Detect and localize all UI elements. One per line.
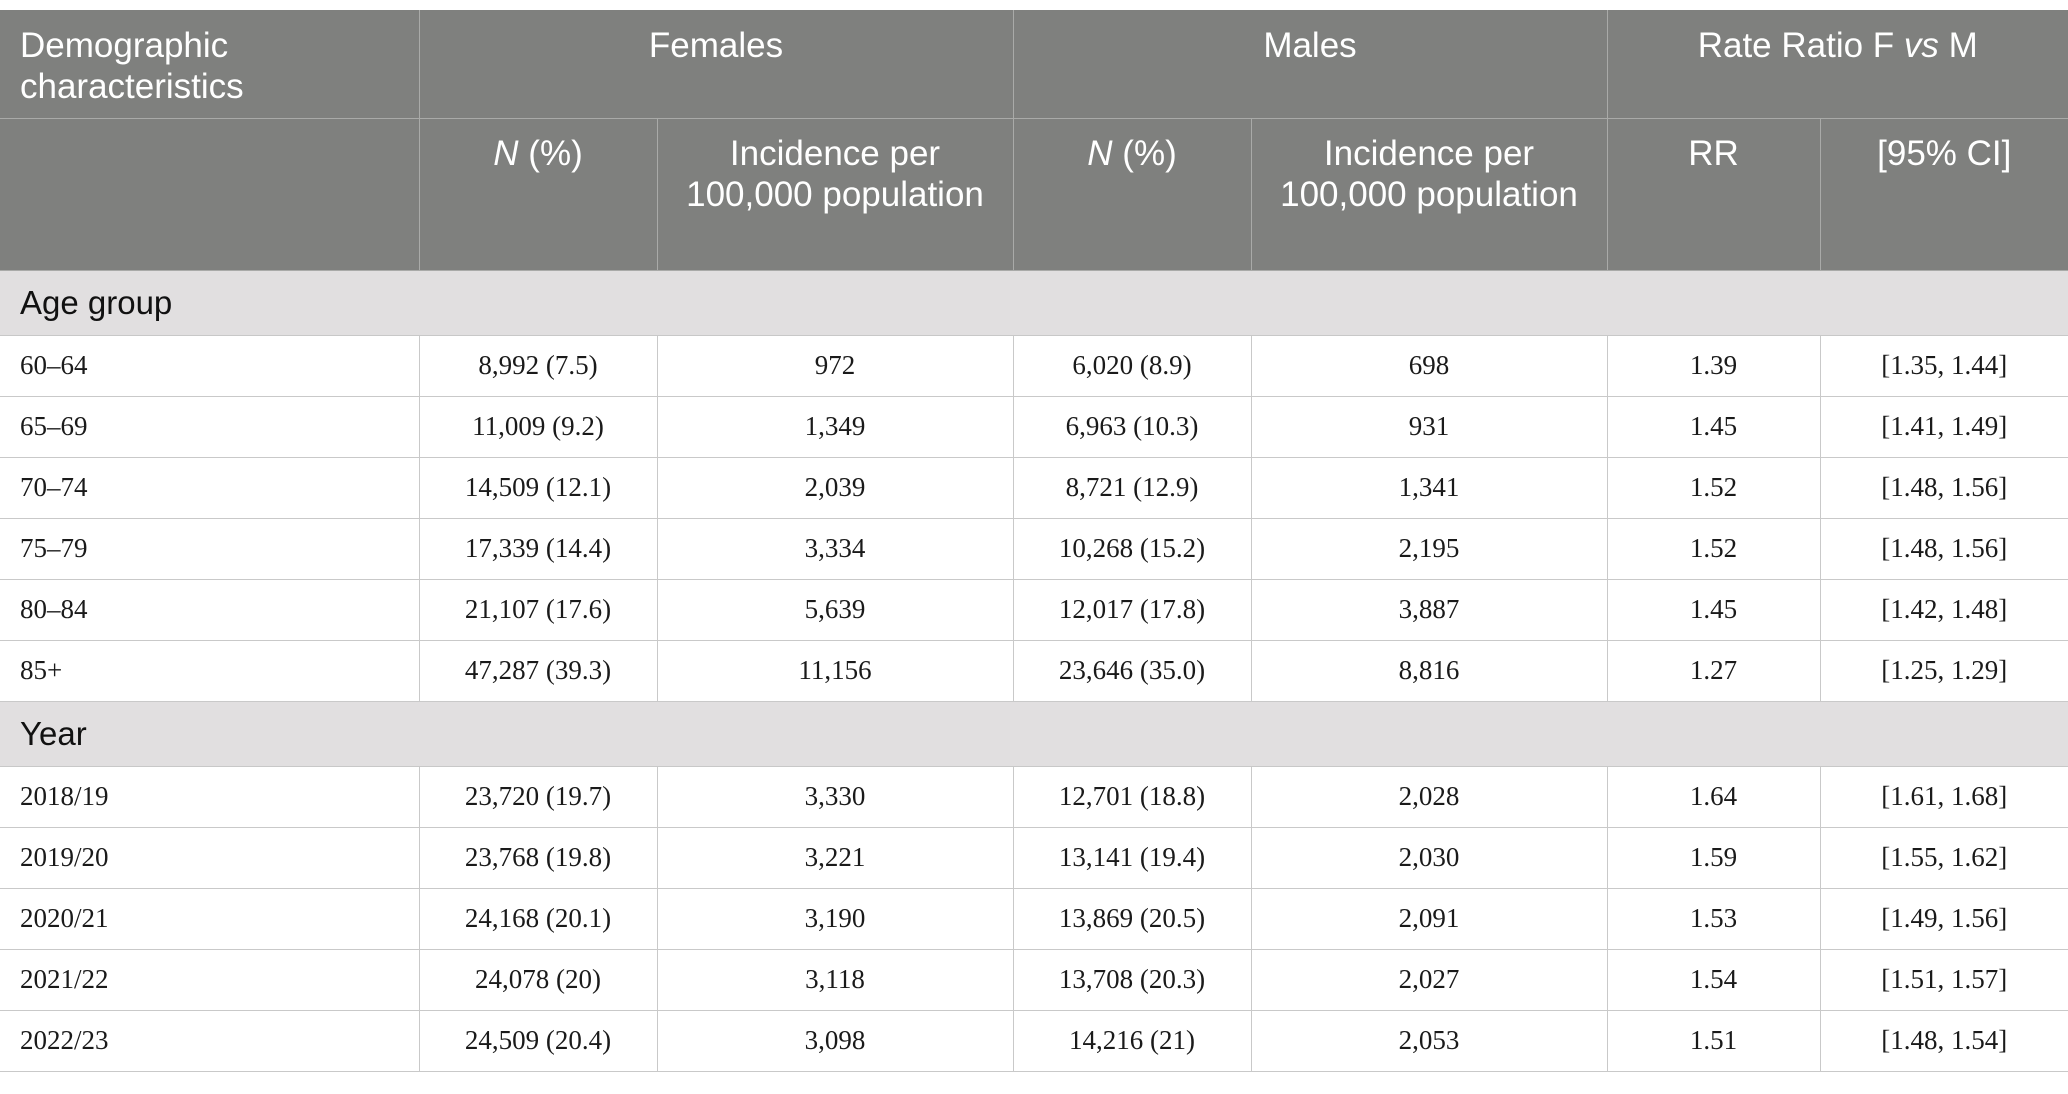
header-females-n (419, 118, 657, 270)
rr-cell: 1.45 (1607, 396, 1820, 457)
females-incidence-cell: 11,156 (657, 640, 1013, 701)
table-row (0, 518, 2068, 579)
table-row (0, 827, 2068, 888)
males-n-cell: 12,017 (17.8) (1013, 579, 1251, 640)
demographics-table (0, 10, 2068, 1072)
ci-cell: [1.42, 1.48] (1820, 579, 2068, 640)
table-row (0, 579, 2068, 640)
table-header (0, 10, 2068, 270)
row-label: 2022/23 (0, 1010, 419, 1071)
males-n-cell: 12,701 (18.8) (1013, 766, 1251, 827)
section-title: Year (0, 701, 2068, 766)
row-label: 2021/22 (0, 949, 419, 1010)
ci-cell: [1.48, 1.56] (1820, 518, 2068, 579)
table-row (0, 766, 2068, 827)
females-incidence-cell: 3,330 (657, 766, 1013, 827)
row-label: 2019/20 (0, 827, 419, 888)
table-body (0, 270, 2068, 1071)
header-demographic: Demographic characteristics (0, 10, 419, 118)
males-incidence-cell: 2,053 (1251, 1010, 1607, 1071)
header-males-incidence: Incidence per 100,000 population (1251, 118, 1607, 270)
rr-cell: 1.52 (1607, 457, 1820, 518)
header-females-n-pct: (%) (518, 133, 583, 173)
rr-cell: 1.45 (1607, 579, 1820, 640)
males-incidence-cell: 2,028 (1251, 766, 1607, 827)
row-label: 80–84 (0, 579, 419, 640)
row-label: 2020/21 (0, 888, 419, 949)
section-row-year (0, 701, 2068, 766)
table-row (0, 1010, 2068, 1071)
ci-cell: [1.25, 1.29] (1820, 640, 2068, 701)
ci-cell: [1.41, 1.49] (1820, 396, 2068, 457)
females-incidence-cell: 3,190 (657, 888, 1013, 949)
header-ci: [95% CI] (1820, 118, 2068, 270)
rr-cell: 1.59 (1607, 827, 1820, 888)
header-males-n (1013, 118, 1251, 270)
header-males-n-symbol: N (1087, 133, 1113, 173)
females-n-cell: 8,992 (7.5) (419, 335, 657, 396)
females-n-cell: 11,009 (9.2) (419, 396, 657, 457)
table-row (0, 888, 2068, 949)
females-n-cell: 14,509 (12.1) (419, 457, 657, 518)
section-row-age-group (0, 270, 2068, 335)
males-n-cell: 8,721 (12.9) (1013, 457, 1251, 518)
header-rate-ratio-vs: vs (1903, 26, 1939, 65)
males-n-cell: 13,708 (20.3) (1013, 949, 1251, 1010)
section-title: Age group (0, 270, 2068, 335)
females-n-cell: 21,107 (17.6) (419, 579, 657, 640)
header-females-n-symbol: N (493, 133, 519, 173)
rr-cell: 1.51 (1607, 1010, 1820, 1071)
males-n-cell: 14,216 (21) (1013, 1010, 1251, 1071)
females-incidence-cell: 3,334 (657, 518, 1013, 579)
females-n-cell: 23,720 (19.7) (419, 766, 657, 827)
header-empty-cell (0, 118, 419, 270)
rr-cell: 1.52 (1607, 518, 1820, 579)
males-n-cell: 13,869 (20.5) (1013, 888, 1251, 949)
header-row-columns (0, 118, 2068, 270)
females-incidence-cell: 3,221 (657, 827, 1013, 888)
ci-cell: [1.55, 1.62] (1820, 827, 2068, 888)
row-label: 85+ (0, 640, 419, 701)
header-females-incidence: Incidence per 100,000 population (657, 118, 1013, 270)
ci-cell: [1.48, 1.56] (1820, 457, 2068, 518)
females-incidence-cell: 3,118 (657, 949, 1013, 1010)
females-n-cell: 47,287 (39.3) (419, 640, 657, 701)
males-incidence-cell: 2,030 (1251, 827, 1607, 888)
males-incidence-cell: 1,341 (1251, 457, 1607, 518)
rr-cell: 1.54 (1607, 949, 1820, 1010)
table-row (0, 335, 2068, 396)
ci-cell: [1.51, 1.57] (1820, 949, 2068, 1010)
header-rate-ratio-prefix: Rate Ratio F (1697, 26, 1904, 65)
row-label: 2018/19 (0, 766, 419, 827)
header-row-groups (0, 10, 2068, 118)
males-n-cell: 13,141 (19.4) (1013, 827, 1251, 888)
rr-cell: 1.53 (1607, 888, 1820, 949)
header-females: Females (419, 10, 1013, 118)
table-row (0, 949, 2068, 1010)
header-males: Males (1013, 10, 1607, 118)
rr-cell: 1.39 (1607, 335, 1820, 396)
males-incidence-cell: 698 (1251, 335, 1607, 396)
header-rr: RR (1607, 118, 1820, 270)
males-incidence-cell: 2,091 (1251, 888, 1607, 949)
table-row (0, 457, 2068, 518)
header-rate-ratio-suffix: M (1938, 26, 1978, 65)
table-row (0, 396, 2068, 457)
males-n-cell: 23,646 (35.0) (1013, 640, 1251, 701)
females-incidence-cell: 5,639 (657, 579, 1013, 640)
rr-cell: 1.64 (1607, 766, 1820, 827)
row-label: 65–69 (0, 396, 419, 457)
females-incidence-cell: 3,098 (657, 1010, 1013, 1071)
row-label: 75–79 (0, 518, 419, 579)
females-n-cell: 23,768 (19.8) (419, 827, 657, 888)
row-label: 60–64 (0, 335, 419, 396)
males-incidence-cell: 8,816 (1251, 640, 1607, 701)
females-n-cell: 24,509 (20.4) (419, 1010, 657, 1071)
ci-cell: [1.35, 1.44] (1820, 335, 2068, 396)
ci-cell: [1.49, 1.56] (1820, 888, 2068, 949)
header-males-n-pct: (%) (1112, 133, 1177, 173)
row-label: 70–74 (0, 457, 419, 518)
header-rate-ratio (1607, 10, 2068, 118)
females-incidence-cell: 2,039 (657, 457, 1013, 518)
males-incidence-cell: 3,887 (1251, 579, 1607, 640)
males-n-cell: 10,268 (15.2) (1013, 518, 1251, 579)
rr-cell: 1.27 (1607, 640, 1820, 701)
females-n-cell: 24,168 (20.1) (419, 888, 657, 949)
males-incidence-cell: 2,027 (1251, 949, 1607, 1010)
males-incidence-cell: 931 (1251, 396, 1607, 457)
females-n-cell: 17,339 (14.4) (419, 518, 657, 579)
males-n-cell: 6,020 (8.9) (1013, 335, 1251, 396)
ci-cell: [1.48, 1.54] (1820, 1010, 2068, 1071)
males-n-cell: 6,963 (10.3) (1013, 396, 1251, 457)
table-row (0, 640, 2068, 701)
males-incidence-cell: 2,195 (1251, 518, 1607, 579)
females-n-cell: 24,078 (20) (419, 949, 657, 1010)
ci-cell: [1.61, 1.68] (1820, 766, 2068, 827)
females-incidence-cell: 972 (657, 335, 1013, 396)
females-incidence-cell: 1,349 (657, 396, 1013, 457)
